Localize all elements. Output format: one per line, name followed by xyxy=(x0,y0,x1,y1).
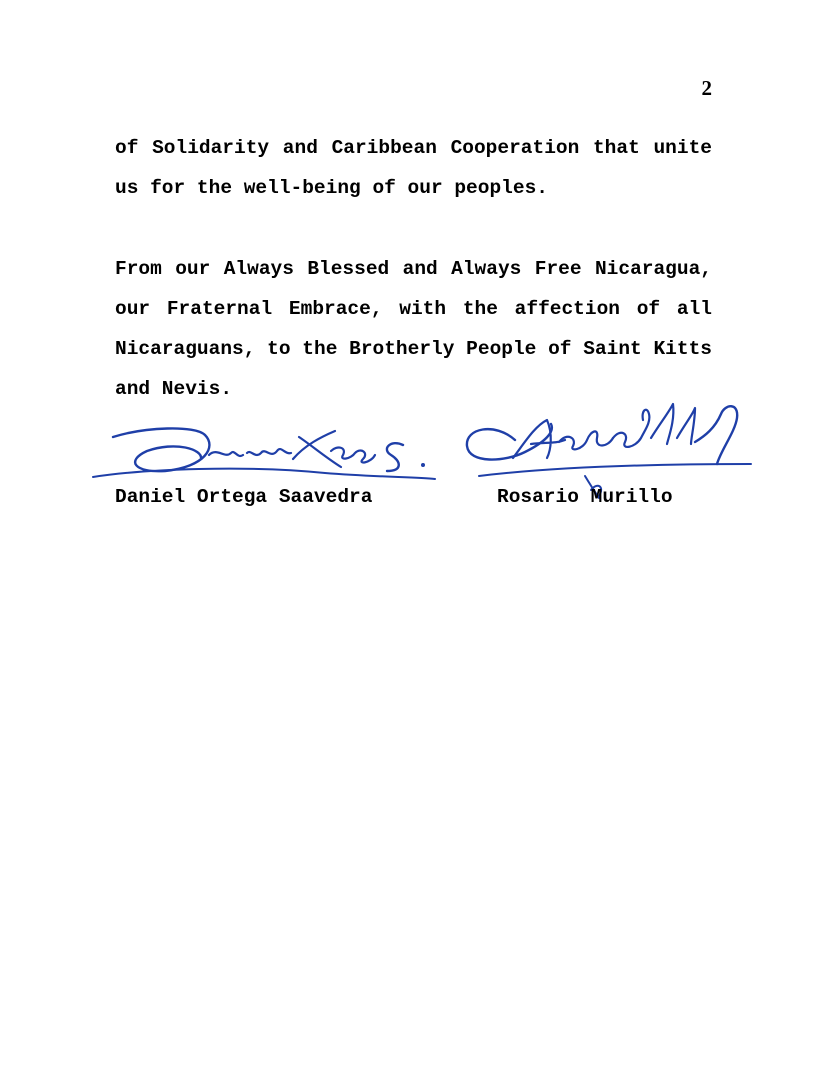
signature-daniel-ortega xyxy=(85,415,445,495)
body-paragraph-1: of Solidarity and Caribbean Cooperation that unite us for the well-being of our peoples. xyxy=(115,137,712,199)
body-paragraph-2: From our Always Blessed and Always Free Nicaragua, our Fraternal Embrace, with the affection of all Nicaraguans, to the Brotherly People of Saint Kitts and Nevis. xyxy=(115,258,712,400)
signatory-name-left: Daniel Ortega Saavedra xyxy=(115,486,373,508)
signatory-name-right: Rosario Murillo xyxy=(497,486,673,508)
page-number: 2 xyxy=(701,76,712,100)
